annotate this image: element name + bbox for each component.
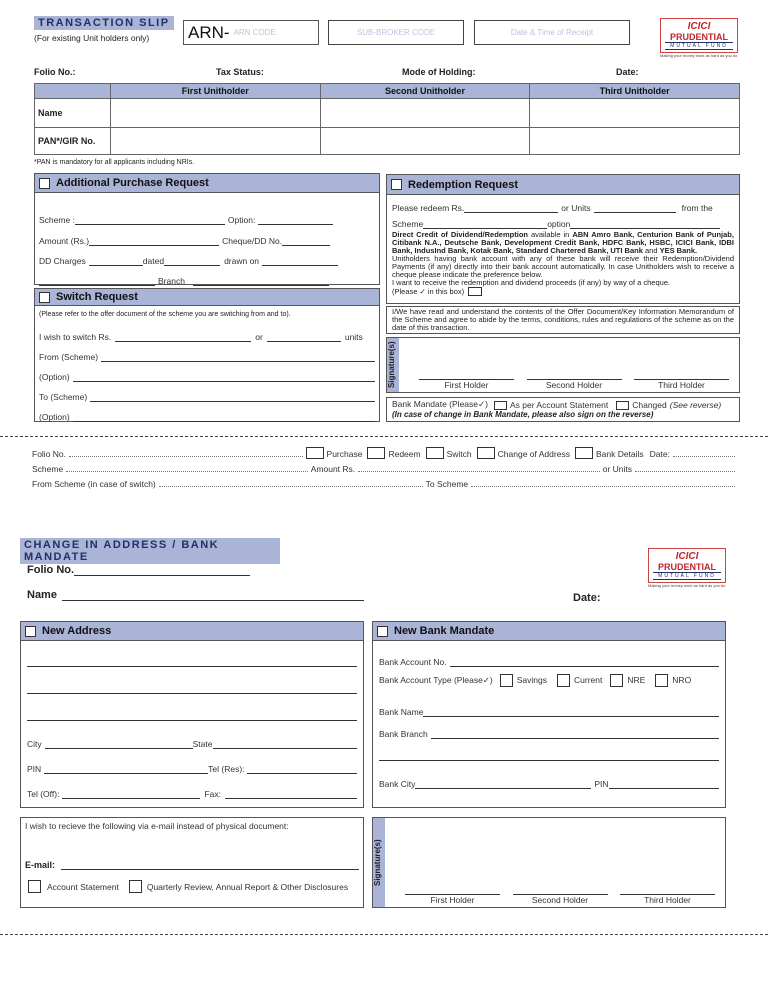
cab-folio-field[interactable] — [74, 575, 250, 576]
changed-label: Changed — [632, 400, 667, 410]
new-bank-header — [373, 622, 725, 641]
cab-name-field[interactable] — [62, 600, 364, 601]
ack-purchase-box[interactable] — [306, 447, 324, 459]
new-address-section — [20, 621, 364, 808]
ack-address-box[interactable] — [477, 447, 495, 459]
pan-third[interactable] — [530, 128, 740, 155]
bank-city-label: Bank City — [379, 779, 416, 789]
subbroker-field[interactable]: SUB-BROKER CODE — [328, 20, 464, 45]
switch-rs-label: I wish to switch Rs. — [39, 332, 112, 342]
city-field[interactable] — [45, 748, 193, 749]
arn-ghost: ARN CODE — [233, 28, 276, 37]
arn-prefix: ARN- — [188, 22, 230, 42]
email-label: E-mail: — [25, 860, 56, 870]
dated-field[interactable] — [164, 265, 220, 266]
logo-line1: ICICI — [687, 21, 711, 32]
holders-table — [34, 83, 740, 155]
ack-date-field[interactable] — [673, 456, 735, 457]
redemption-second-holder: Second Holder — [527, 379, 622, 390]
tel-off-field[interactable] — [62, 798, 200, 799]
bank-list: ABN Amro Bank, Centurion Bank of Punjab, Citibank N.A., Deutsche Bank, Development Credit Bank, HDFC Bank, HSBC, ICICI Bank, IDBI Bank, IndusInd Bank, Kotak Bank, Standard Chartered Bank, UTI Bank — [392, 230, 734, 255]
ack-folio-field[interactable] — [69, 456, 303, 457]
cab-folio-label: Folio No. — [27, 564, 75, 576]
logo2-line3: MUTUAL FUND — [653, 572, 721, 580]
account-no-field[interactable] — [450, 666, 719, 667]
account-no-label: Bank Account No. — [379, 657, 447, 667]
redemption-first-holder: First Holder — [419, 379, 514, 390]
pin-label: PIN — [27, 764, 42, 774]
redeem-from-label: from the — [681, 203, 713, 213]
cut-line-1 — [0, 436, 768, 437]
email-field[interactable] — [61, 869, 359, 870]
ack-from-field[interactable] — [159, 486, 423, 487]
tel-off-label: Tel (Off): — [27, 789, 60, 799]
ack-switch: Switch — [446, 449, 472, 459]
ack-switch-box[interactable] — [426, 447, 444, 459]
new-bank-title: New Bank Mandate — [394, 625, 495, 637]
tel-res-label: Tel (Res): — [208, 764, 245, 774]
folio-label: Folio No.: — [34, 67, 76, 77]
bank-branch-label: Bank Branch — [379, 729, 428, 739]
from-scheme-label: From (Scheme) — [39, 352, 99, 362]
redemption-signature-label: Signature(s) — [387, 338, 399, 392]
redemption-signature-area[interactable] — [399, 338, 739, 392]
redemption-checkbox[interactable] — [391, 179, 402, 190]
acct-statement-checkbox[interactable] — [28, 880, 41, 893]
state-label: State — [192, 739, 213, 749]
quarterly-checkbox[interactable] — [129, 880, 142, 893]
new-address-checkbox[interactable] — [25, 626, 36, 637]
ack-units-field[interactable] — [635, 471, 735, 472]
cab-third-holder: Third Holder — [620, 894, 715, 905]
as-per-label: As per Account Statement — [509, 400, 609, 410]
nro-checkbox[interactable] — [655, 674, 668, 687]
redemption-third-holder: Third Holder — [634, 379, 729, 390]
ack-redeem-box[interactable] — [367, 447, 385, 459]
acct-statement-label: Account Statement — [47, 881, 119, 892]
savings-checkbox[interactable] — [500, 674, 513, 687]
col-first: First Unitholder — [110, 84, 320, 99]
switch-checkbox[interactable] — [39, 292, 50, 303]
logo-tagline: Making your money work as hard as you do — [660, 53, 738, 58]
bank-name-field[interactable] — [423, 716, 719, 717]
col-second: Second Unitholder — [320, 84, 530, 99]
logo2-tagline: Making your money work as hard as you do — [648, 583, 726, 588]
logo2-line2: PRUDENTIAL — [658, 562, 716, 572]
new-address-title: New Address — [42, 625, 112, 637]
bank-name-label: Bank Name — [379, 707, 424, 717]
col-third: Third Unitholder — [530, 84, 740, 99]
cab-second-holder: Second Holder — [513, 894, 608, 905]
cab-signature-label: Signature(s) — [373, 818, 385, 907]
bank-pin-label: PIN — [594, 779, 609, 789]
pan-first[interactable] — [110, 128, 320, 155]
switch-units-label: units — [344, 332, 363, 342]
mandate-label: Bank Mandate (Please✓) — [392, 399, 488, 409]
dated-label: dated — [142, 256, 165, 266]
switch-or-label: or — [255, 332, 263, 342]
purchase-title: Additional Purchase Request — [56, 177, 209, 189]
address-line-2[interactable] — [27, 669, 357, 694]
drawn-on-field[interactable] — [262, 265, 338, 266]
purchase-scheme-field[interactable] — [75, 224, 225, 225]
address-line-3[interactable] — [27, 696, 357, 721]
drawn-on-label: drawn on — [224, 256, 260, 266]
cab-name-label: Name — [27, 589, 57, 601]
current-label: Current — [574, 675, 603, 685]
ack-bank: Bank Details — [595, 449, 644, 459]
branch-field[interactable] — [193, 285, 329, 286]
option1-label: (Option) — [39, 372, 70, 382]
redemption-title: Redemption Request — [408, 178, 519, 191]
redemption-section — [386, 174, 740, 304]
new-bank-checkbox[interactable] — [377, 626, 388, 637]
city-label: City — [27, 739, 42, 749]
redeem-scheme-field[interactable] — [423, 228, 547, 229]
account-type-label: Bank Account Type (Please✓) — [379, 674, 493, 685]
icici-logo-2 — [648, 548, 726, 588]
acknowledgement-strip — [32, 446, 738, 489]
ack-from-scheme: From Scheme (in case of switch) — [32, 479, 156, 489]
cab-title: CHANGE IN ADDRESS / BANK MANDATE — [20, 538, 280, 564]
email-wish: I wish to recieve the following via e-mail instead of physical document: — [25, 821, 289, 831]
redemption-signature-box — [386, 337, 740, 393]
dd-charges-field[interactable] — [89, 265, 143, 266]
see-reverse-label: (See reverse) — [669, 400, 722, 410]
direct-credit-bold: Direct Credit of Dividend/Redemption — [392, 230, 528, 239]
current-checkbox[interactable] — [557, 674, 570, 687]
ack-to-scheme: To Scheme — [425, 479, 469, 489]
datetime-field[interactable]: Date & Time of Receipt — [474, 20, 630, 45]
nro-label: NRO — [672, 675, 692, 685]
row-name-label: Name — [35, 99, 111, 128]
purchase-option-field[interactable] — [258, 224, 333, 225]
pan-second[interactable] — [320, 128, 530, 155]
purchase-section — [34, 173, 380, 285]
direct-credit-para: Direct Credit of Dividend/Redemption available in ABN Amro Bank, Centurion Bank of Punjab, Citibank N.A., Deutsche Bank, Development Credit Bank, HDFC Bank, HSBC, ICICI Bank, IDBI Bank, IndusInd Bank, Kotak Bank, Standard Chartered Bank, UTI Bank and YES Bank. — [392, 230, 734, 255]
logo2-line1: ICICI — [675, 551, 699, 562]
new-bank-section — [372, 621, 726, 808]
email-section — [20, 817, 364, 908]
purchase-option-label: Option: — [227, 215, 256, 225]
to-scheme-label: To (Scheme) — [39, 392, 88, 402]
redeem-option-label: option — [547, 219, 571, 229]
arn-field[interactable] — [183, 20, 319, 45]
new-address-header — [21, 622, 363, 641]
pin-field[interactable] — [44, 773, 208, 774]
bank-mandate-box — [386, 397, 740, 422]
switch-section — [34, 288, 380, 422]
fax-field[interactable] — [225, 798, 357, 799]
redemption-header — [387, 175, 739, 195]
switch-units-field[interactable] — [267, 341, 341, 342]
redeem-rs-label: Please redeem Rs. — [392, 203, 465, 213]
redeem-or-units-label: or Units — [561, 203, 591, 213]
icici-logo — [660, 18, 738, 58]
logo-line2: PRUDENTIAL — [670, 32, 728, 42]
redeem-units-field[interactable] — [594, 212, 676, 213]
cab-signature-box — [372, 817, 726, 908]
mode-holding-label: Mode of Holding: — [402, 67, 476, 77]
savings-label: Savings — [516, 675, 547, 685]
ack-redeem: Redeem — [388, 449, 421, 459]
dd-extra-field[interactable] — [39, 285, 155, 286]
option1-field[interactable] — [73, 381, 375, 382]
slip-subtitle: (For existing Unit holders only) — [34, 33, 150, 43]
declaration: I/We have read and understand the contents of the Offer Document/Key Information Memorandum of the Scheme and agree to abide by the terms, conditions, rules and regulations of the scheme as on the date of this transaction. — [386, 306, 740, 334]
ack-to-field[interactable] — [471, 486, 735, 487]
dd-charges-label: DD Charges — [39, 256, 86, 266]
redeem-scheme-label: Scheme — [392, 219, 424, 229]
ack-date: Date: — [649, 449, 670, 459]
state-field[interactable] — [213, 748, 358, 749]
name-first[interactable] — [110, 99, 320, 128]
ack-folio: Folio No. — [32, 449, 67, 459]
row-pan-label: PAN*/GIR No. — [35, 128, 111, 155]
switch-note: (Please refer to the offer document of the scheme you are switching from and to). — [39, 311, 291, 318]
cab-first-holder: First Holder — [405, 894, 500, 905]
bank-city-field[interactable] — [415, 788, 591, 789]
cheque-pref-para: I want to receive the redemption and dividend proceeds (if any) by way of a cheque. — [392, 278, 671, 287]
ack-scheme: Scheme — [32, 464, 64, 474]
switch-header — [35, 289, 379, 306]
changed-checkbox[interactable] — [616, 401, 629, 410]
ack-or-units: or Units — [602, 464, 633, 474]
ack-address: Change of Address — [497, 449, 570, 459]
purchase-scheme-label: Scheme : — [39, 215, 75, 225]
quarterly-label: Quarterly Review, Annual Report & Other Disclosures — [146, 881, 349, 892]
nre-checkbox[interactable] — [610, 674, 623, 687]
bank-pin-field[interactable] — [609, 788, 719, 789]
cab-signature-area[interactable] — [385, 818, 725, 907]
slip-title: TRANSACTION SLIP — [34, 16, 174, 30]
name-second[interactable] — [320, 99, 530, 128]
cheque-pref-checkbox[interactable] — [468, 287, 482, 296]
to-scheme-field[interactable] — [90, 401, 375, 402]
switch-title: Switch Request — [56, 291, 138, 303]
redeem-option-field[interactable] — [570, 228, 720, 229]
switch-rs-field[interactable] — [115, 341, 251, 342]
cab-date-label: Date: — [573, 592, 601, 604]
date-label: Date: — [616, 67, 639, 77]
purchase-cheque-label: Cheque/DD No. — [222, 236, 283, 246]
address-line-1[interactable] — [27, 641, 357, 667]
tax-status-label: Tax Status: — [216, 67, 264, 77]
option2-field[interactable] — [73, 421, 375, 422]
ack-amount-field[interactable] — [358, 471, 600, 472]
change-note: (In case of change in Bank Mandate, please also sign on the reverse) — [392, 410, 654, 419]
tick-note: (Please ✓ in this box) — [392, 287, 465, 296]
tel-res-field[interactable] — [247, 773, 357, 774]
unitholders-para: Unitholders having bank account with any of these bank will receive their Redemption/Dividend Payments (if any) directly into their bank account automatically. In case Unitholders wish to receive a cheque please indicate the preference below. — [392, 254, 734, 279]
purchase-header — [35, 174, 379, 193]
ack-purchase: Purchase — [326, 449, 363, 459]
purchase-amount-label: Amount (Rs.) — [39, 236, 90, 246]
cut-line-2 — [0, 934, 768, 935]
nre-label: NRE — [627, 675, 646, 685]
ack-amount: Amount Rs. — [310, 464, 356, 474]
as-per-checkbox[interactable] — [494, 401, 507, 410]
name-third[interactable] — [530, 99, 740, 128]
purchase-cheque-field[interactable] — [282, 245, 330, 246]
branch-label: Branch — [158, 276, 185, 286]
logo-line3: MUTUAL FUND — [665, 42, 733, 50]
ack-scheme-field[interactable] — [66, 471, 308, 472]
ack-bank-box[interactable] — [575, 447, 593, 459]
fax-label: Fax: — [204, 789, 221, 799]
redeem-rs-field[interactable] — [464, 212, 558, 213]
option2-label: (Option) — [39, 412, 70, 422]
from-scheme-field[interactable] — [101, 361, 375, 362]
bank-branch-line-2[interactable] — [379, 739, 719, 761]
purchase-amount-field[interactable] — [89, 245, 219, 246]
pan-note: *PAN is mandatory for all applicants including NRIs. — [34, 159, 195, 166]
purchase-checkbox[interactable] — [39, 178, 50, 189]
